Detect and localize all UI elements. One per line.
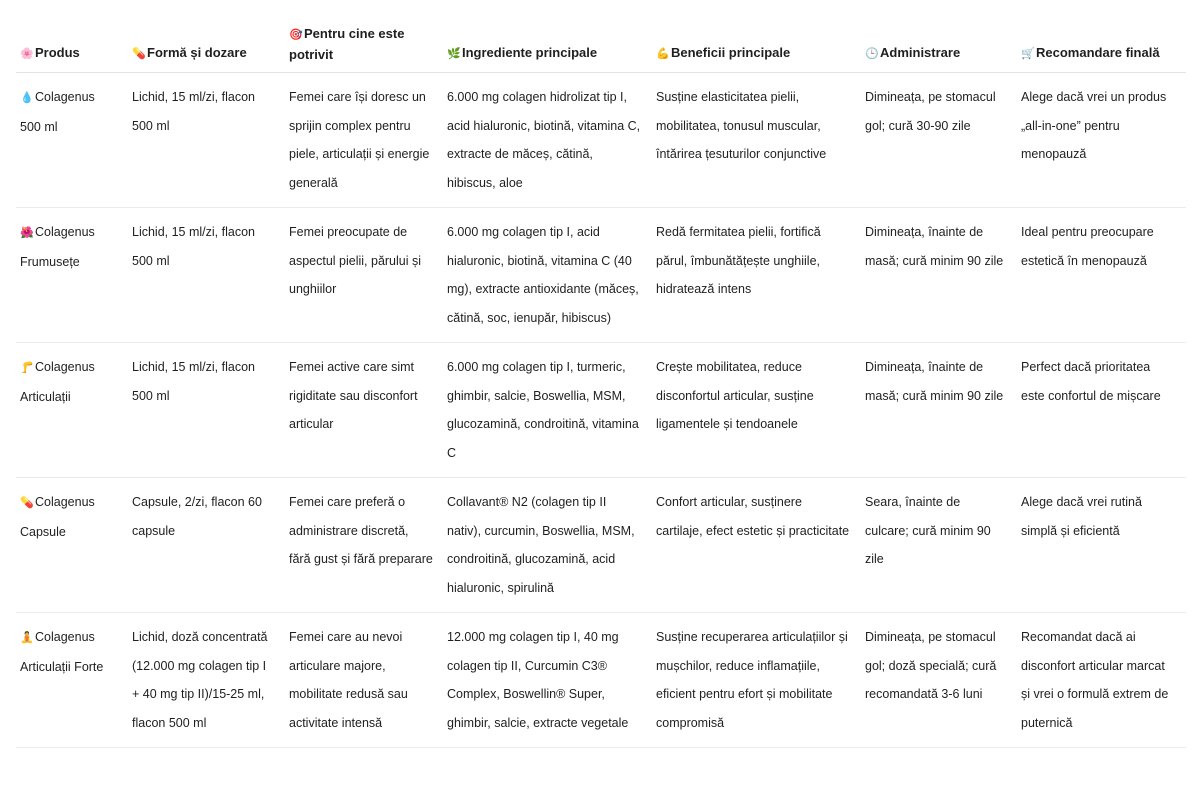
- cell-recommendation: Alege dacă vrei un produs „all-in-one” pentru menopauză: [1017, 73, 1186, 208]
- cell-recommendation: Alege dacă vrei rutină simplă și eficientă: [1017, 478, 1186, 613]
- pill-icon: 💊: [132, 48, 146, 60]
- cell-product: [16, 208, 128, 343]
- header-label: Formă și dozare: [147, 45, 247, 60]
- cell-form: Lichid, doză concentrată (12.000 mg colagen tip I + 40 mg tip II)/15-25 ml, flacon 500 ml: [128, 613, 285, 748]
- cell-ingredients: 12.000 mg colagen tip I, 40 mg colagen tip II, Curcumin C3® Complex, Boswellin® Super, ghimbir, salcie, extracte vegetale: [443, 613, 652, 748]
- cell-administration: Dimineața, înainte de masă; cură minim 90 zile: [861, 208, 1017, 343]
- cell-ingredients: 6.000 mg colagen tip I, acid hialuronic, biotină, vitamina C (40 mg), extracte antioxidante (măceș, cătină, soc, ienupăr, hibiscus): [443, 208, 652, 343]
- header-produs: [16, 10, 128, 73]
- cell-administration: Seara, înainte de culcare; cură minim 90 zile: [861, 478, 1017, 613]
- header-forma-dozare: [128, 10, 285, 73]
- cell-form: Lichid, 15 ml/zi, flacon 500 ml: [128, 73, 285, 208]
- header-label: Recomandare finală: [1036, 45, 1160, 60]
- cell-recommendation: Ideal pentru preocupare estetică în menopauză: [1017, 208, 1186, 343]
- product-comparison-table-container: [16, 10, 1186, 748]
- cell-form: Capsule, 2/zi, flacon 60 capsule: [128, 478, 285, 613]
- product-name: Colagenus Articulații: [20, 360, 95, 404]
- target-icon: 🎯: [289, 29, 303, 41]
- table-row: [16, 343, 1186, 478]
- meditation-icon: 🧘: [20, 632, 34, 644]
- header-label: Ingrediente principale: [462, 45, 598, 60]
- table-row: [16, 208, 1186, 343]
- cell-benefits: Susține recuperarea articulațiilor și mușchilor, reduce inflamațiile, eficient pentru efort și mobilitate compromisă: [652, 613, 861, 748]
- cell-product: [16, 478, 128, 613]
- cell-recommendation: Recomandat dacă ai disconfort articular marcat și vrei o formulă extrem de puternică: [1017, 613, 1186, 748]
- header-pentru-cine: [285, 10, 443, 73]
- table-row: [16, 613, 1186, 748]
- product-name: Colagenus Capsule: [20, 495, 95, 539]
- hibiscus-icon: 🌺: [20, 227, 34, 239]
- cell-administration: Dimineața, înainte de masă; cură minim 90 zile: [861, 343, 1017, 478]
- cell-ingredients: Collavant® N2 (colagen tip II nativ), curcumin, Boswellia, MSM, condroitină, glucozamină, acid hialuronic, spirulină: [443, 478, 652, 613]
- cell-administration: Dimineața, pe stomacul gol; cură 30-90 zile: [861, 73, 1017, 208]
- cell-product: [16, 73, 128, 208]
- flexed-biceps-icon: 💪: [656, 48, 670, 60]
- leg-icon: 🦵: [20, 362, 34, 374]
- cell-target: Femei preocupate de aspectul pielii, părului și unghiilor: [285, 208, 443, 343]
- cell-benefits: Confort articular, susținere cartilaje, efect estetic și practicitate: [652, 478, 861, 613]
- clock-icon: 🕒: [865, 48, 879, 60]
- header-label: Produs: [35, 45, 80, 60]
- droplet-icon: 💧: [20, 92, 34, 104]
- cell-form: Lichid, 15 ml/zi, flacon 500 ml: [128, 208, 285, 343]
- cell-product: [16, 343, 128, 478]
- flower-icon: 🌸: [20, 48, 34, 60]
- cell-benefits: Crește mobilitatea, reduce disconfortul articular, susține ligamentele și tendoanele: [652, 343, 861, 478]
- header-beneficii: [652, 10, 861, 73]
- header-label: Beneficii principale: [671, 45, 791, 60]
- pill-icon: 💊: [20, 497, 34, 509]
- header-label: Administrare: [880, 45, 961, 60]
- cell-ingredients: 6.000 mg colagen hidrolizat tip I, acid hialuronic, biotină, vitamina C, extracte de măceș, cătină, hibiscus, aloe: [443, 73, 652, 208]
- cell-target: Femei care preferă o administrare discretă, fără gust și fără preparare: [285, 478, 443, 613]
- cell-benefits: Susține elasticitatea pielii, mobilitatea, tonusul muscular, întărirea țesuturilor conjunctive: [652, 73, 861, 208]
- cell-product: [16, 613, 128, 748]
- product-comparison-table: [16, 10, 1186, 748]
- cell-target: Femei care au nevoi articulare majore, mobilitate redusă sau activitate intensă: [285, 613, 443, 748]
- cell-form: Lichid, 15 ml/zi, flacon 500 ml: [128, 343, 285, 478]
- header-recomandare: [1017, 10, 1186, 73]
- cell-recommendation: Perfect dacă prioritatea este confortul de mișcare: [1017, 343, 1186, 478]
- cell-target: Femei care își doresc un sprijin complex pentru piele, articulații și energie generală: [285, 73, 443, 208]
- product-name: Colagenus Frumusețe: [20, 225, 95, 269]
- shopping-cart-icon: 🛒: [1021, 48, 1035, 60]
- cell-administration: Dimineața, pe stomacul gol; doză specială; cură recomandată 3-6 luni: [861, 613, 1017, 748]
- cell-ingredients: 6.000 mg colagen tip I, turmeric, ghimbir, salcie, Boswellia, MSM, glucozamină, condroitină, vitamina C: [443, 343, 652, 478]
- header-administrare: [861, 10, 1017, 73]
- cell-target: Femei active care simt rigiditate sau disconfort articular: [285, 343, 443, 478]
- herb-icon: 🌿: [447, 48, 461, 60]
- table-row: [16, 478, 1186, 613]
- table-header-row: [16, 10, 1186, 73]
- header-label: Pentru cine este potrivit: [289, 26, 405, 62]
- product-name: Colagenus 500 ml: [20, 90, 95, 134]
- cell-benefits: Redă fermitatea pielii, fortifică părul, îmbunătățește unghiile, hidratează intens: [652, 208, 861, 343]
- header-ingrediente: [443, 10, 652, 73]
- table-row: [16, 73, 1186, 208]
- product-name: Colagenus Articulații Forte: [20, 630, 104, 674]
